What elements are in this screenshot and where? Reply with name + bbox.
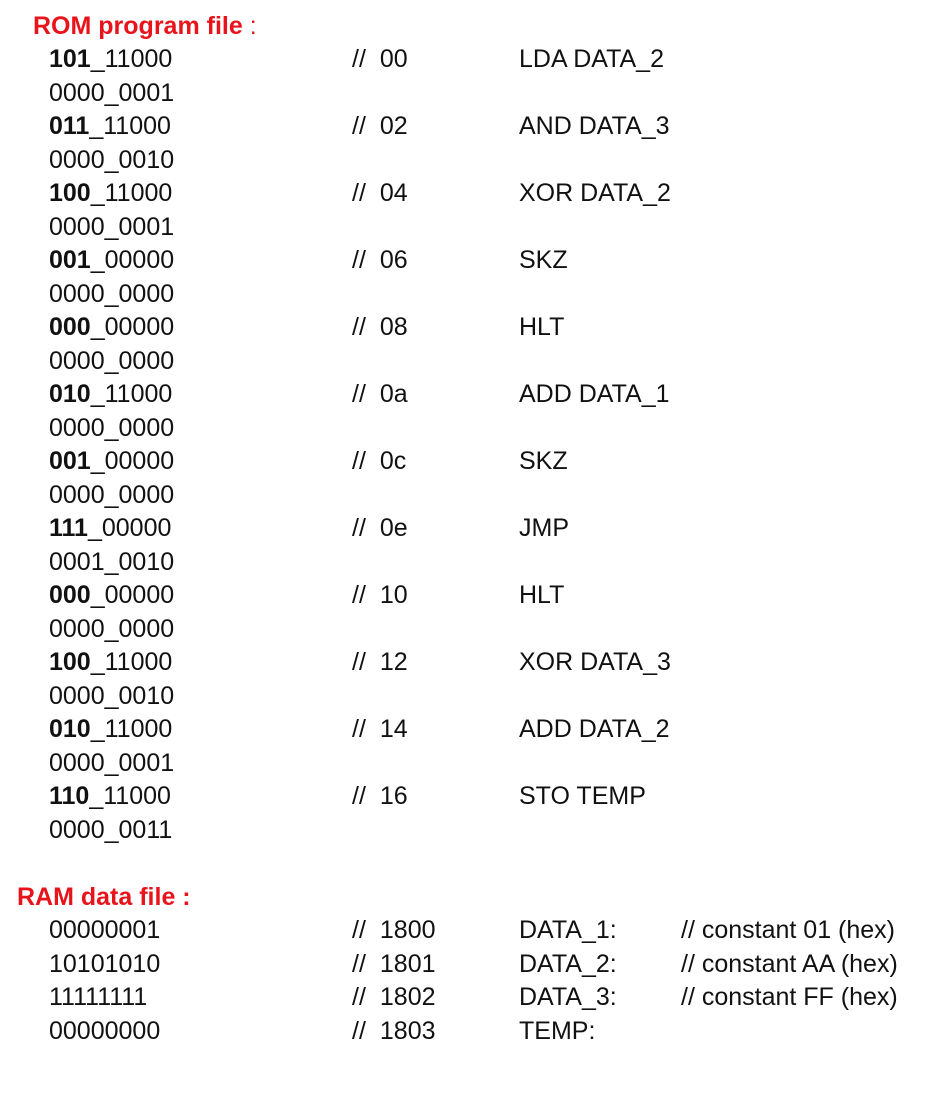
mnemonic: HLT xyxy=(519,581,565,609)
rom-address: 0a xyxy=(379,380,408,408)
address-comment xyxy=(352,43,408,77)
ram-label: DATA_1: xyxy=(519,916,617,944)
mnemonic: SKZ xyxy=(519,246,568,274)
mnemonic: ADD DATA_1 xyxy=(519,380,670,408)
address-comment xyxy=(352,981,436,1015)
rom-word-low: 0000_0000 xyxy=(49,279,175,308)
comment-marker: // xyxy=(352,782,366,810)
comment-marker: // xyxy=(352,983,366,1011)
address-comment xyxy=(352,646,408,680)
rom-address: 06 xyxy=(379,246,408,274)
rom-word-high xyxy=(49,244,174,278)
rom-instruction xyxy=(0,579,950,646)
rom-word-low: 0000_0001 xyxy=(49,212,175,241)
ram-row xyxy=(0,914,950,948)
rom-instruction xyxy=(0,311,950,378)
ram-label: DATA_3: xyxy=(519,983,617,1011)
address-comment xyxy=(352,713,408,747)
rom-section-title xyxy=(33,11,257,41)
ram-row xyxy=(0,1015,950,1049)
mnemonic: ADD DATA_2 xyxy=(519,715,670,743)
rom-instruction xyxy=(0,445,950,512)
rom-instruction xyxy=(0,177,950,244)
comment-marker: // xyxy=(352,715,366,743)
ram-address: 1800 xyxy=(379,916,436,944)
opcode: 110 xyxy=(49,782,90,810)
rom-address: 08 xyxy=(379,313,408,341)
ram-label: DATA_2: xyxy=(519,949,617,978)
rom-instruction xyxy=(0,713,950,780)
rom-address: 02 xyxy=(379,112,408,140)
address-comment xyxy=(352,311,408,345)
mnemonic: XOR DATA_2 xyxy=(519,179,671,207)
rom-instruction xyxy=(0,244,950,311)
address-comment xyxy=(352,378,408,412)
operand-high: _11000 xyxy=(90,45,173,73)
rom-instruction xyxy=(0,780,950,847)
address-comment xyxy=(352,110,408,144)
rom-address: 10 xyxy=(379,581,408,609)
rom-title-text: ROM program file xyxy=(33,12,243,40)
rom-word-low: 0000_0000 xyxy=(49,346,175,375)
address-comment xyxy=(352,512,408,546)
operand-high: _00000 xyxy=(90,246,175,274)
mnemonic: LDA DATA_2 xyxy=(519,45,664,73)
operand-high: _11000 xyxy=(89,782,171,810)
ram-section-title: RAM data file : xyxy=(17,883,191,911)
rom-word-high xyxy=(49,177,172,211)
opcode: 100 xyxy=(49,648,91,676)
comment-marker: // xyxy=(352,514,366,542)
rom-word-high xyxy=(49,311,174,345)
rom-word-low: 0000_0000 xyxy=(49,413,175,442)
rom-address: 16 xyxy=(379,782,408,810)
rom-address: 12 xyxy=(379,648,408,676)
operand-high: _11000 xyxy=(90,380,173,408)
ram-bits: 10101010 xyxy=(49,949,161,978)
address-comment xyxy=(352,948,436,982)
rom-instruction xyxy=(0,646,950,713)
opcode: 000 xyxy=(49,581,91,609)
opcode: 001 xyxy=(49,447,91,475)
rom-word-high xyxy=(49,110,171,144)
opcode: 010 xyxy=(49,715,91,743)
comment-marker: // xyxy=(352,648,366,676)
comment-marker: // xyxy=(352,581,366,609)
opcode: 101 xyxy=(49,45,91,73)
ram-address: 1803 xyxy=(379,1016,436,1045)
rom-word-high xyxy=(49,579,174,613)
operand-high: _11000 xyxy=(90,715,173,743)
rom-word-low: 0000_0000 xyxy=(49,614,175,643)
ram-note: // constant FF (hex) xyxy=(681,983,898,1011)
rom-word-low: 0000_0011 xyxy=(49,815,173,844)
operand-high: _11000 xyxy=(90,179,173,207)
opcode: 010 xyxy=(49,380,91,408)
opcode: 000 xyxy=(49,313,91,341)
rom-word-high xyxy=(49,512,171,546)
rom-instruction xyxy=(0,512,950,579)
rom-address: 04 xyxy=(379,179,408,207)
rom-program-listing xyxy=(0,43,950,847)
comment-marker: // xyxy=(352,112,366,140)
operand-high: _00000 xyxy=(90,581,175,609)
mnemonic: SKZ xyxy=(519,447,568,475)
rom-word-high xyxy=(49,713,172,747)
mnemonic: XOR DATA_3 xyxy=(519,648,671,676)
rom-word-high xyxy=(49,646,172,680)
rom-address: 0c xyxy=(379,447,407,475)
ram-row xyxy=(0,948,950,982)
rom-address: 00 xyxy=(379,45,408,73)
rom-word-high xyxy=(49,445,174,479)
comment-marker: // xyxy=(352,179,366,207)
address-comment xyxy=(352,579,408,613)
opcode: 011 xyxy=(49,112,90,140)
address-comment xyxy=(352,914,436,948)
rom-instruction xyxy=(0,43,950,110)
rom-word-high xyxy=(49,378,172,412)
mnemonic: STO TEMP xyxy=(519,782,646,810)
rom-word-low: 0000_0010 xyxy=(49,145,175,174)
ram-data-listing xyxy=(0,914,950,1048)
opcode: 001 xyxy=(49,246,91,274)
comment-marker: // xyxy=(352,447,366,475)
operand-high: _11000 xyxy=(90,648,173,676)
rom-word-high xyxy=(49,43,172,77)
comment-marker: // xyxy=(352,380,366,408)
address-comment xyxy=(352,244,408,278)
ram-label: TEMP: xyxy=(519,1016,596,1045)
mnemonic: JMP xyxy=(519,514,569,542)
rom-title-colon: : xyxy=(242,12,257,40)
operand-high: _11000 xyxy=(89,112,171,140)
rom-word-low: 0000_0010 xyxy=(49,681,175,710)
operand-high: _00000 xyxy=(90,447,175,475)
ram-address: 1802 xyxy=(379,983,436,1011)
comment-marker: // xyxy=(352,246,366,274)
address-comment xyxy=(352,780,408,814)
comment-marker: // xyxy=(352,949,366,978)
rom-word-low: 0001_0010 xyxy=(49,547,175,576)
rom-word-low: 0000_0001 xyxy=(49,78,175,107)
rom-word-low: 0000_0001 xyxy=(49,748,175,777)
rom-instruction xyxy=(0,378,950,445)
operand-high: _00000 xyxy=(90,313,175,341)
opcode: 100 xyxy=(49,179,91,207)
comment-marker: // xyxy=(352,916,366,944)
ram-bits: 00000000 xyxy=(49,1016,161,1045)
comment-marker: // xyxy=(352,313,366,341)
ram-address: 1801 xyxy=(379,949,436,978)
rom-word-high xyxy=(49,780,171,814)
rom-address: 0e xyxy=(379,514,408,542)
ram-bits: 00000001 xyxy=(49,916,161,944)
comment-marker: // xyxy=(352,45,366,73)
operand-high: _00000 xyxy=(87,514,172,542)
rom-address: 14 xyxy=(379,715,408,743)
rom-instruction xyxy=(0,110,950,177)
address-comment xyxy=(352,445,406,479)
mnemonic: AND DATA_3 xyxy=(519,112,670,140)
rom-word-low: 0000_0000 xyxy=(49,480,175,509)
ram-note: // constant 01 (hex) xyxy=(681,916,896,944)
mnemonic: HLT xyxy=(519,313,565,341)
opcode: 111 xyxy=(49,514,88,542)
comment-marker: // xyxy=(352,1016,366,1045)
ram-note: // constant AA (hex) xyxy=(681,949,898,978)
ram-row xyxy=(0,981,950,1015)
address-comment xyxy=(352,1015,436,1049)
ram-bits: 11111111 xyxy=(49,983,148,1011)
address-comment xyxy=(352,177,408,211)
